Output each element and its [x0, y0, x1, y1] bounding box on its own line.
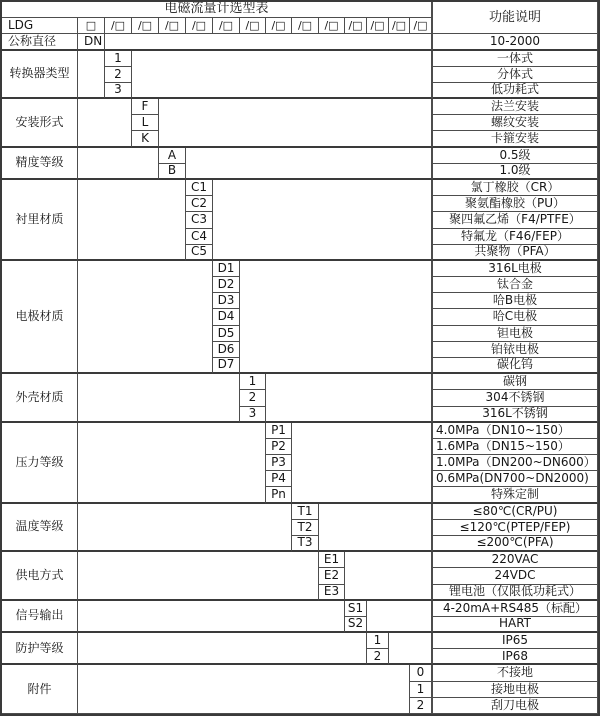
spacer [213, 180, 432, 261]
option-code: F [132, 99, 159, 115]
option-desc: 0.6MPa(DN700~DN2000) [432, 471, 598, 487]
option-code: D7 [213, 358, 240, 374]
section-label: 电极材质 [2, 261, 78, 374]
diameter-code: DN [78, 34, 105, 50]
option-desc: 24VDC [432, 568, 598, 584]
option-desc: 聚四氟乙烯（F4/PTFE） [432, 212, 598, 228]
option-code: 2 [105, 67, 132, 83]
option-code: C3 [186, 212, 213, 228]
option-code: 1 [240, 374, 266, 390]
option-desc: 一体式 [432, 51, 598, 67]
option-code: 2 [367, 649, 389, 665]
model-slot: /□ [266, 18, 292, 34]
option-desc: 氯丁橡胶（CR） [432, 180, 598, 196]
option-code: L [132, 115, 159, 131]
option-code: P1 [266, 423, 292, 439]
spacer [319, 504, 432, 553]
spacer [389, 633, 432, 665]
spacer [78, 99, 132, 148]
model-slot: /□ [292, 18, 319, 34]
option-code: E2 [319, 568, 345, 584]
option-desc: 316L电极 [432, 261, 598, 277]
spacer [105, 34, 432, 50]
spacer [78, 261, 213, 374]
option-code: 3 [105, 83, 132, 99]
section-label: 外壳材质 [2, 374, 78, 423]
model-slot: /□ [240, 18, 266, 34]
option-code: B [159, 164, 186, 180]
spacer [78, 601, 345, 633]
section-label: 安装形式 [2, 99, 78, 148]
option-code: S2 [345, 617, 367, 633]
option-desc: 法兰安装 [432, 99, 598, 115]
option-desc: 锂电池（仅限低功耗式） [432, 585, 598, 601]
spacer [159, 99, 432, 148]
option-desc: 特氟龙（F46/FEP） [432, 229, 598, 245]
option-desc: IP65 [432, 633, 598, 649]
section-label: 供电方式 [2, 552, 78, 601]
spacer [78, 633, 367, 665]
spacer [266, 374, 432, 423]
option-desc: 碳钢 [432, 374, 598, 390]
option-code: C4 [186, 229, 213, 245]
option-desc: 1.0级 [432, 164, 598, 180]
option-desc: 钽电极 [432, 326, 598, 342]
model-slot: /□ [105, 18, 132, 34]
option-code: 1 [105, 51, 132, 67]
option-desc: 刮刀电极 [432, 698, 598, 714]
section-label: 防护等级 [2, 633, 78, 665]
option-desc: ≤80℃(CR/PU) [432, 504, 598, 520]
option-code: C2 [186, 196, 213, 212]
option-desc: 不接地 [432, 665, 598, 681]
option-desc: 304不锈钢 [432, 390, 598, 406]
section-label: 信号输出 [2, 601, 78, 633]
option-code: D6 [213, 342, 240, 358]
diameter-label: 公称直径 [2, 34, 78, 50]
option-code: 2 [240, 390, 266, 406]
option-desc: 分体式 [432, 67, 598, 83]
option-code: 1 [410, 682, 432, 698]
spacer [78, 148, 159, 180]
page-title: 电磁流量计选型表 [2, 2, 432, 18]
option-desc: 1.6MPa（DN15~150） [432, 439, 598, 455]
spacer [78, 180, 186, 261]
spacer [78, 665, 410, 714]
option-code: D5 [213, 326, 240, 342]
option-code: K [132, 131, 159, 147]
model-slot: /□ [186, 18, 213, 34]
option-desc: 316L不锈钢 [432, 407, 598, 423]
option-desc: 碳化钨 [432, 358, 598, 374]
spacer [78, 504, 292, 553]
model-slot: /□ [213, 18, 240, 34]
option-code: 1 [367, 633, 389, 649]
model-box: □ [78, 18, 105, 34]
spacer [78, 374, 240, 423]
option-desc: HART [432, 617, 598, 633]
option-code: C5 [186, 245, 213, 261]
model-slot: /□ [367, 18, 389, 34]
spacer [132, 51, 432, 100]
option-desc: IP68 [432, 649, 598, 665]
spacer [367, 601, 432, 633]
option-desc: 聚氨酯橡胶（PU） [432, 196, 598, 212]
diameter-desc: 10-2000 [432, 34, 598, 50]
option-desc: 接地电极 [432, 682, 598, 698]
option-desc: 1.0MPa（DN200~DN600） [432, 455, 598, 471]
option-desc: 220VAC [432, 552, 598, 568]
option-desc: 4-20mA+RS485（标配） [432, 601, 598, 617]
option-desc: 铂铱电极 [432, 342, 598, 358]
option-code: 0 [410, 665, 432, 681]
option-desc: 共聚物（PFA） [432, 245, 598, 261]
option-code: D2 [213, 277, 240, 293]
model-slot: /□ [319, 18, 345, 34]
option-code: D4 [213, 309, 240, 325]
option-code: T1 [292, 504, 319, 520]
model-slot: /□ [410, 18, 432, 34]
option-code: P3 [266, 455, 292, 471]
function-description-header: 功能说明 [432, 2, 598, 34]
option-code: T2 [292, 520, 319, 536]
spacer [78, 552, 319, 601]
model-prefix: LDG [2, 18, 78, 34]
option-code: A [159, 148, 186, 164]
option-desc: ≤200℃(PFA) [432, 536, 598, 552]
option-code: E3 [319, 585, 345, 601]
section-label: 压力等级 [2, 423, 78, 504]
spacer [240, 261, 432, 374]
option-code: C1 [186, 180, 213, 196]
option-code: T3 [292, 536, 319, 552]
spacer [292, 423, 432, 504]
option-desc: 钛合金 [432, 277, 598, 293]
option-code: 2 [410, 698, 432, 714]
option-desc: 哈C电极 [432, 309, 598, 325]
option-desc: 特殊定制 [432, 487, 598, 503]
option-code: P2 [266, 439, 292, 455]
section-label: 衬里材质 [2, 180, 78, 261]
option-desc: ≤120℃(PTEP/FEP) [432, 520, 598, 536]
model-slot: /□ [345, 18, 367, 34]
model-slot: /□ [389, 18, 410, 34]
option-code: D3 [213, 293, 240, 309]
option-desc: 螺纹安装 [432, 115, 598, 131]
option-code: 3 [240, 407, 266, 423]
section-label: 精度等级 [2, 148, 78, 180]
spacer [186, 148, 432, 180]
option-desc: 低功耗式 [432, 83, 598, 99]
section-label: 附件 [2, 665, 78, 714]
model-slot: /□ [132, 18, 159, 34]
option-code: D1 [213, 261, 240, 277]
spacer [78, 423, 266, 504]
section-label: 转换器类型 [2, 51, 78, 100]
option-code: S1 [345, 601, 367, 617]
option-desc: 4.0MPa（DN10~150） [432, 423, 598, 439]
model-slot: /□ [159, 18, 186, 34]
section-label: 温度等级 [2, 504, 78, 553]
option-code: P4 [266, 471, 292, 487]
option-code: E1 [319, 552, 345, 568]
option-code: Pn [266, 487, 292, 503]
spacer [345, 552, 432, 601]
option-desc: 哈B电极 [432, 293, 598, 309]
option-desc: 卡箍安装 [432, 131, 598, 147]
spacer [78, 51, 105, 100]
option-desc: 0.5级 [432, 148, 598, 164]
